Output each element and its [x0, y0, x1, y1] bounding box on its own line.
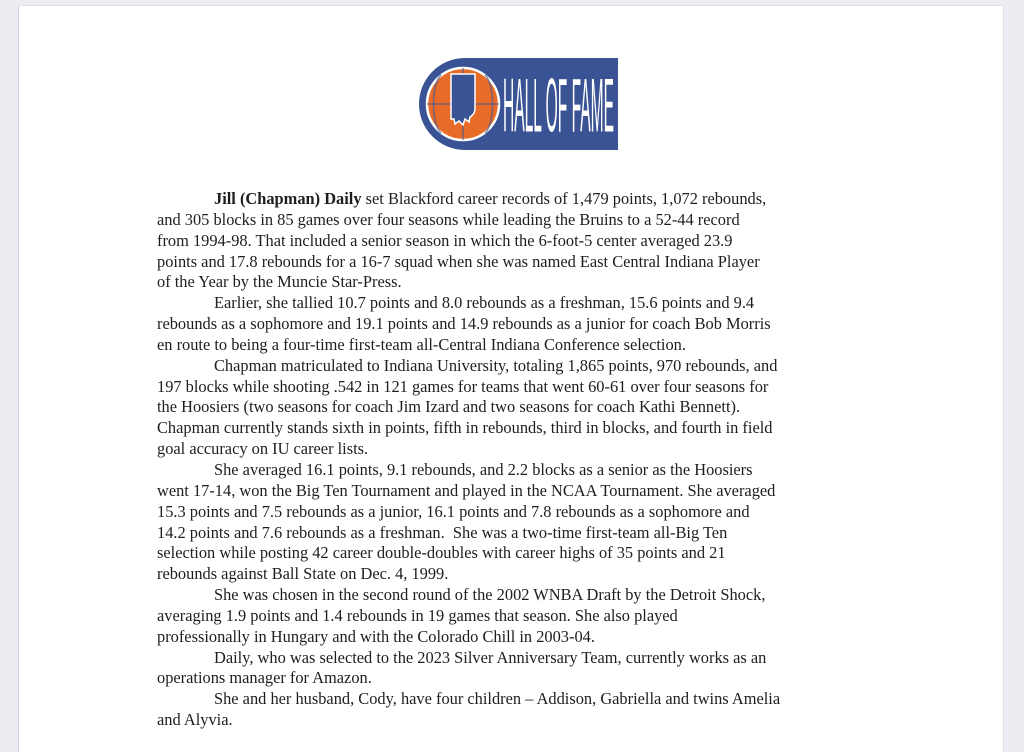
paragraph — [157, 356, 869, 460]
text-line: en route to being a four-time first-team all-Central Indiana Conference selection. — [157, 334, 686, 354]
paragraph — [157, 689, 869, 731]
text-line: Chapman matriculated to Indiana University, totaling 1,865 points, 970 rebounds, and — [214, 355, 778, 375]
text-line: Earlier, she tallied 10.7 points and 8.0 rebounds as a freshman, 15.6 points and 9.4 — [214, 293, 755, 313]
hall-of-fame-logo-graphic — [419, 58, 619, 150]
text-line: She and her husband, Cody, have four children – Addison, Gabriella and twins Amelia — [214, 689, 781, 709]
paragraph — [157, 460, 869, 585]
paragraph — [157, 293, 869, 356]
text-line: went 17-14, won the Big Ten Tournament and played in the NCAA Tournament. She averaged — [157, 480, 776, 500]
text-line: selection while posting 42 career double-doubles with career highs of 35 points and 21 — [157, 543, 726, 563]
text-line: the Hoosiers (two seasons for coach Jim Izard and two seasons for coach Kathi Bennett). — [157, 397, 741, 417]
document-text — [157, 189, 869, 731]
text-line: from 1994-98. That included a senior season in which the 6-foot-5 center averaged 23.9 — [157, 230, 733, 250]
text-line: and Alyvia. — [157, 710, 233, 730]
text-line: and 305 blocks in 85 games over four seasons while leading the Bruins to a 52-44 record — [157, 209, 740, 229]
text-line: rebounds against Ball State on Dec. 4, 1999. — [157, 564, 449, 584]
text-line: of the Year by the Muncie Star-Press. — [157, 272, 402, 292]
text-line: She averaged 16.1 points, 9.1 rebounds, and 2.2 blocks as a senior as the Hoosiers — [214, 459, 753, 479]
text-line: 197 blocks while shooting .542 in 121 games for teams that went 60-61 over four seasons for — [157, 376, 769, 396]
text-line: operations manager for Amazon. — [157, 668, 372, 688]
logo-text-group — [503, 63, 614, 148]
hall-of-fame-logo — [419, 58, 619, 150]
text-line: goal accuracy on IU career lists. — [157, 439, 369, 459]
text-line: She was chosen in the second round of the 2002 WNBA Draft by the Detroit Shock, — [214, 585, 766, 605]
text-line: professionally in Hungary and with the Colorado Chill in 2003-04. — [157, 626, 595, 646]
paragraph — [157, 585, 869, 648]
paragraph — [157, 189, 869, 293]
text-line: averaging 1.9 points and 1.4 rebounds in 19 games that season. She also played — [157, 605, 678, 625]
document-page — [18, 5, 1004, 752]
text-line: points and 17.8 rebounds for a 16-7 squad when she was named East Central Indiana Player — [157, 251, 760, 271]
logo-text: HALL OF FAME — [503, 62, 614, 148]
text-line: Jill (Chapman) Daily set Blackford career records of 1,479 points, 1,072 rebounds, — [214, 189, 767, 208]
text-line: rebounds as a sophomore and 19.1 points and 14.9 rebounds as a junior for coach Bob Morris — [157, 314, 771, 334]
text-line: Daily, who was selected to the 2023 Silver Anniversary Team, currently works as an — [214, 647, 767, 667]
text-line: 14.2 points and 7.6 rebounds as a freshman. She was a two-time first-team all-Big Ten — [157, 522, 728, 542]
text-line: Chapman currently stands sixth in points, fifth in rebounds, third in blocks, and fourth in field — [157, 418, 773, 438]
text-line: 15.3 points and 7.5 rebounds as a junior, 16.1 points and 7.8 rebounds as a sophomore and — [157, 501, 750, 521]
paragraph — [157, 648, 869, 690]
